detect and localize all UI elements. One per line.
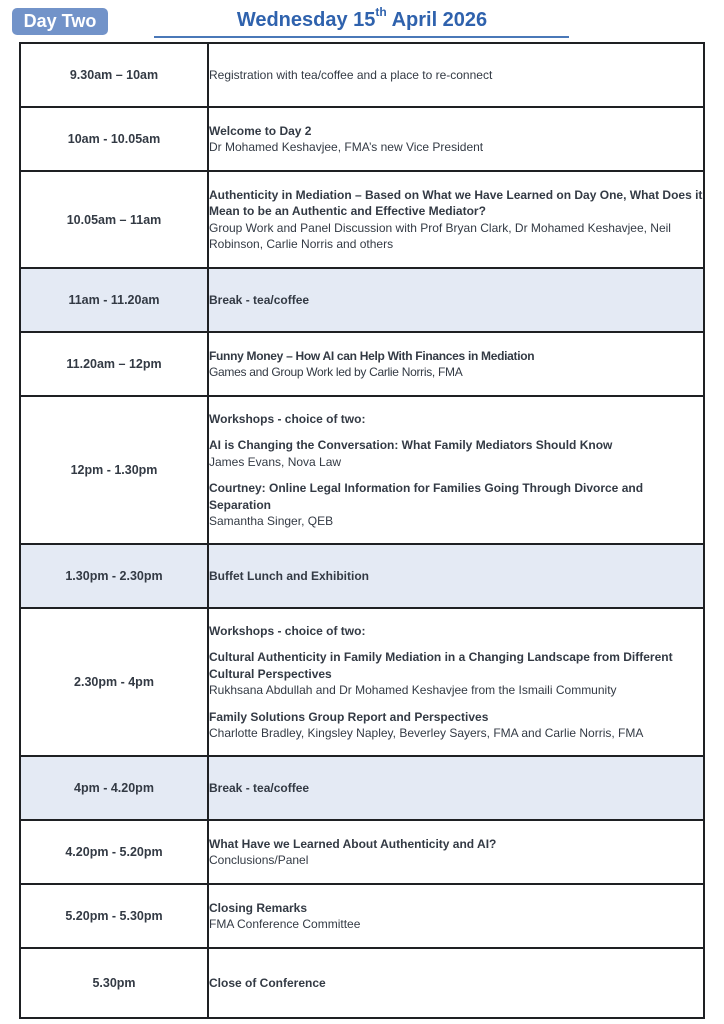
schedule-row: [20, 396, 704, 544]
schedule-row: [20, 171, 704, 268]
workshop-title: Courtney: Online Legal Information for Families Going Through Divorce and Separation: [209, 481, 644, 512]
row-description: [208, 608, 704, 756]
row-time: 4pm - 4.20pm: [20, 756, 208, 820]
schedule-row: [20, 884, 704, 948]
row-description: Registration with tea/coffee and a place to re-connect: [208, 43, 704, 107]
workshop-speaker: James Evans, Nova Law: [209, 454, 342, 469]
workshops-heading: Workshops - choice of two:: [209, 623, 366, 638]
row-time: 10.05am – 11am: [20, 171, 208, 268]
schedule-table: [19, 42, 705, 1019]
row-time: 2.30pm - 4pm: [20, 608, 208, 756]
row-time: 1.30pm - 2.30pm: [20, 544, 208, 608]
row-subtitle: Group Work and Panel Discussion with Prof Bryan Clark, Dr Mohamed Keshavjee, Neil Robinson, Carlie Norris and others: [209, 220, 671, 251]
row-title: Break - tea/coffee: [208, 268, 704, 332]
row-subtitle: Games and Group Work led by Carlie Norris, FMA: [209, 365, 463, 379]
schedule-row: [20, 948, 704, 1018]
title-underline: [154, 36, 569, 38]
workshop-speaker: Rukhsana Abdullah and Dr Mohamed Keshavjee from the Ismaili Community: [209, 683, 617, 697]
row-description: [208, 884, 704, 948]
row-title: Authenticity in Mediation – Based on What we Have Learned on Day One, What Does it Mean to be an Authentic and Effective Mediator?: [209, 187, 703, 218]
workshop-title: Family Solutions Group Report and Perspectives: [209, 709, 489, 724]
row-subtitle: FMA Conference Committee: [209, 917, 361, 931]
row-time: 11.20am – 12pm: [20, 332, 208, 396]
workshop-title: Cultural Authenticity in Family Mediation in a Changing Landscape from Different Cultural Perspectives: [209, 650, 673, 681]
page-title: [155, 6, 569, 34]
schedule-row: [20, 820, 704, 884]
schedule-row: [20, 608, 704, 756]
row-time: 4.20pm - 5.20pm: [20, 820, 208, 884]
title-suffix: April 2026: [386, 9, 488, 31]
row-time: 11am - 11.20am: [20, 268, 208, 332]
row-title: Buffet Lunch and Exhibition: [208, 544, 704, 608]
schedule-row: [20, 268, 704, 332]
schedule-row: [20, 756, 704, 820]
row-time: 5.30pm: [20, 948, 208, 1018]
schedule-row: [20, 544, 704, 608]
row-title: Funny Money – How AI can Help With Finances in Mediation: [209, 348, 535, 363]
row-title: Close of Conference: [208, 948, 704, 1018]
row-time: 10am - 10.05am: [20, 107, 208, 171]
row-time: 5.20pm - 5.30pm: [20, 884, 208, 948]
schedule-row: [20, 332, 704, 396]
row-subtitle: Conclusions/Panel: [209, 853, 309, 867]
row-time: 12pm - 1.30pm: [20, 396, 208, 544]
schedule-row: [20, 43, 704, 107]
workshop-speaker: Samantha Singer, QEB: [209, 514, 334, 528]
row-description: [208, 171, 704, 268]
workshops-heading: Workshops - choice of two:: [209, 411, 366, 426]
row-description: [208, 820, 704, 884]
row-title: What Have we Learned About Authenticity and AI?: [209, 836, 497, 851]
row-time: 9.30am – 10am: [20, 43, 208, 107]
row-description: [208, 107, 704, 171]
title-prefix: Wednesday 15: [236, 9, 376, 31]
workshop-speaker: Charlotte Bradley, Kingsley Napley, Beverley Sayers, FMA and Carlie Norris, FMA: [209, 726, 644, 740]
day-badge: Day Two: [12, 8, 108, 35]
schedule-row: [20, 107, 704, 171]
row-title: Break - tea/coffee: [208, 756, 704, 820]
workshop-title: AI is Changing the Conversation: What Family Mediators Should Know: [209, 438, 613, 452]
row-subtitle: Dr Mohamed Keshavjee, FMA’s new Vice President: [209, 140, 484, 154]
title-superscript: th: [375, 5, 387, 20]
row-description: [208, 396, 704, 544]
row-title: Closing Remarks: [209, 900, 308, 915]
row-title: Welcome to Day 2: [209, 123, 312, 138]
row-description: [208, 332, 704, 396]
